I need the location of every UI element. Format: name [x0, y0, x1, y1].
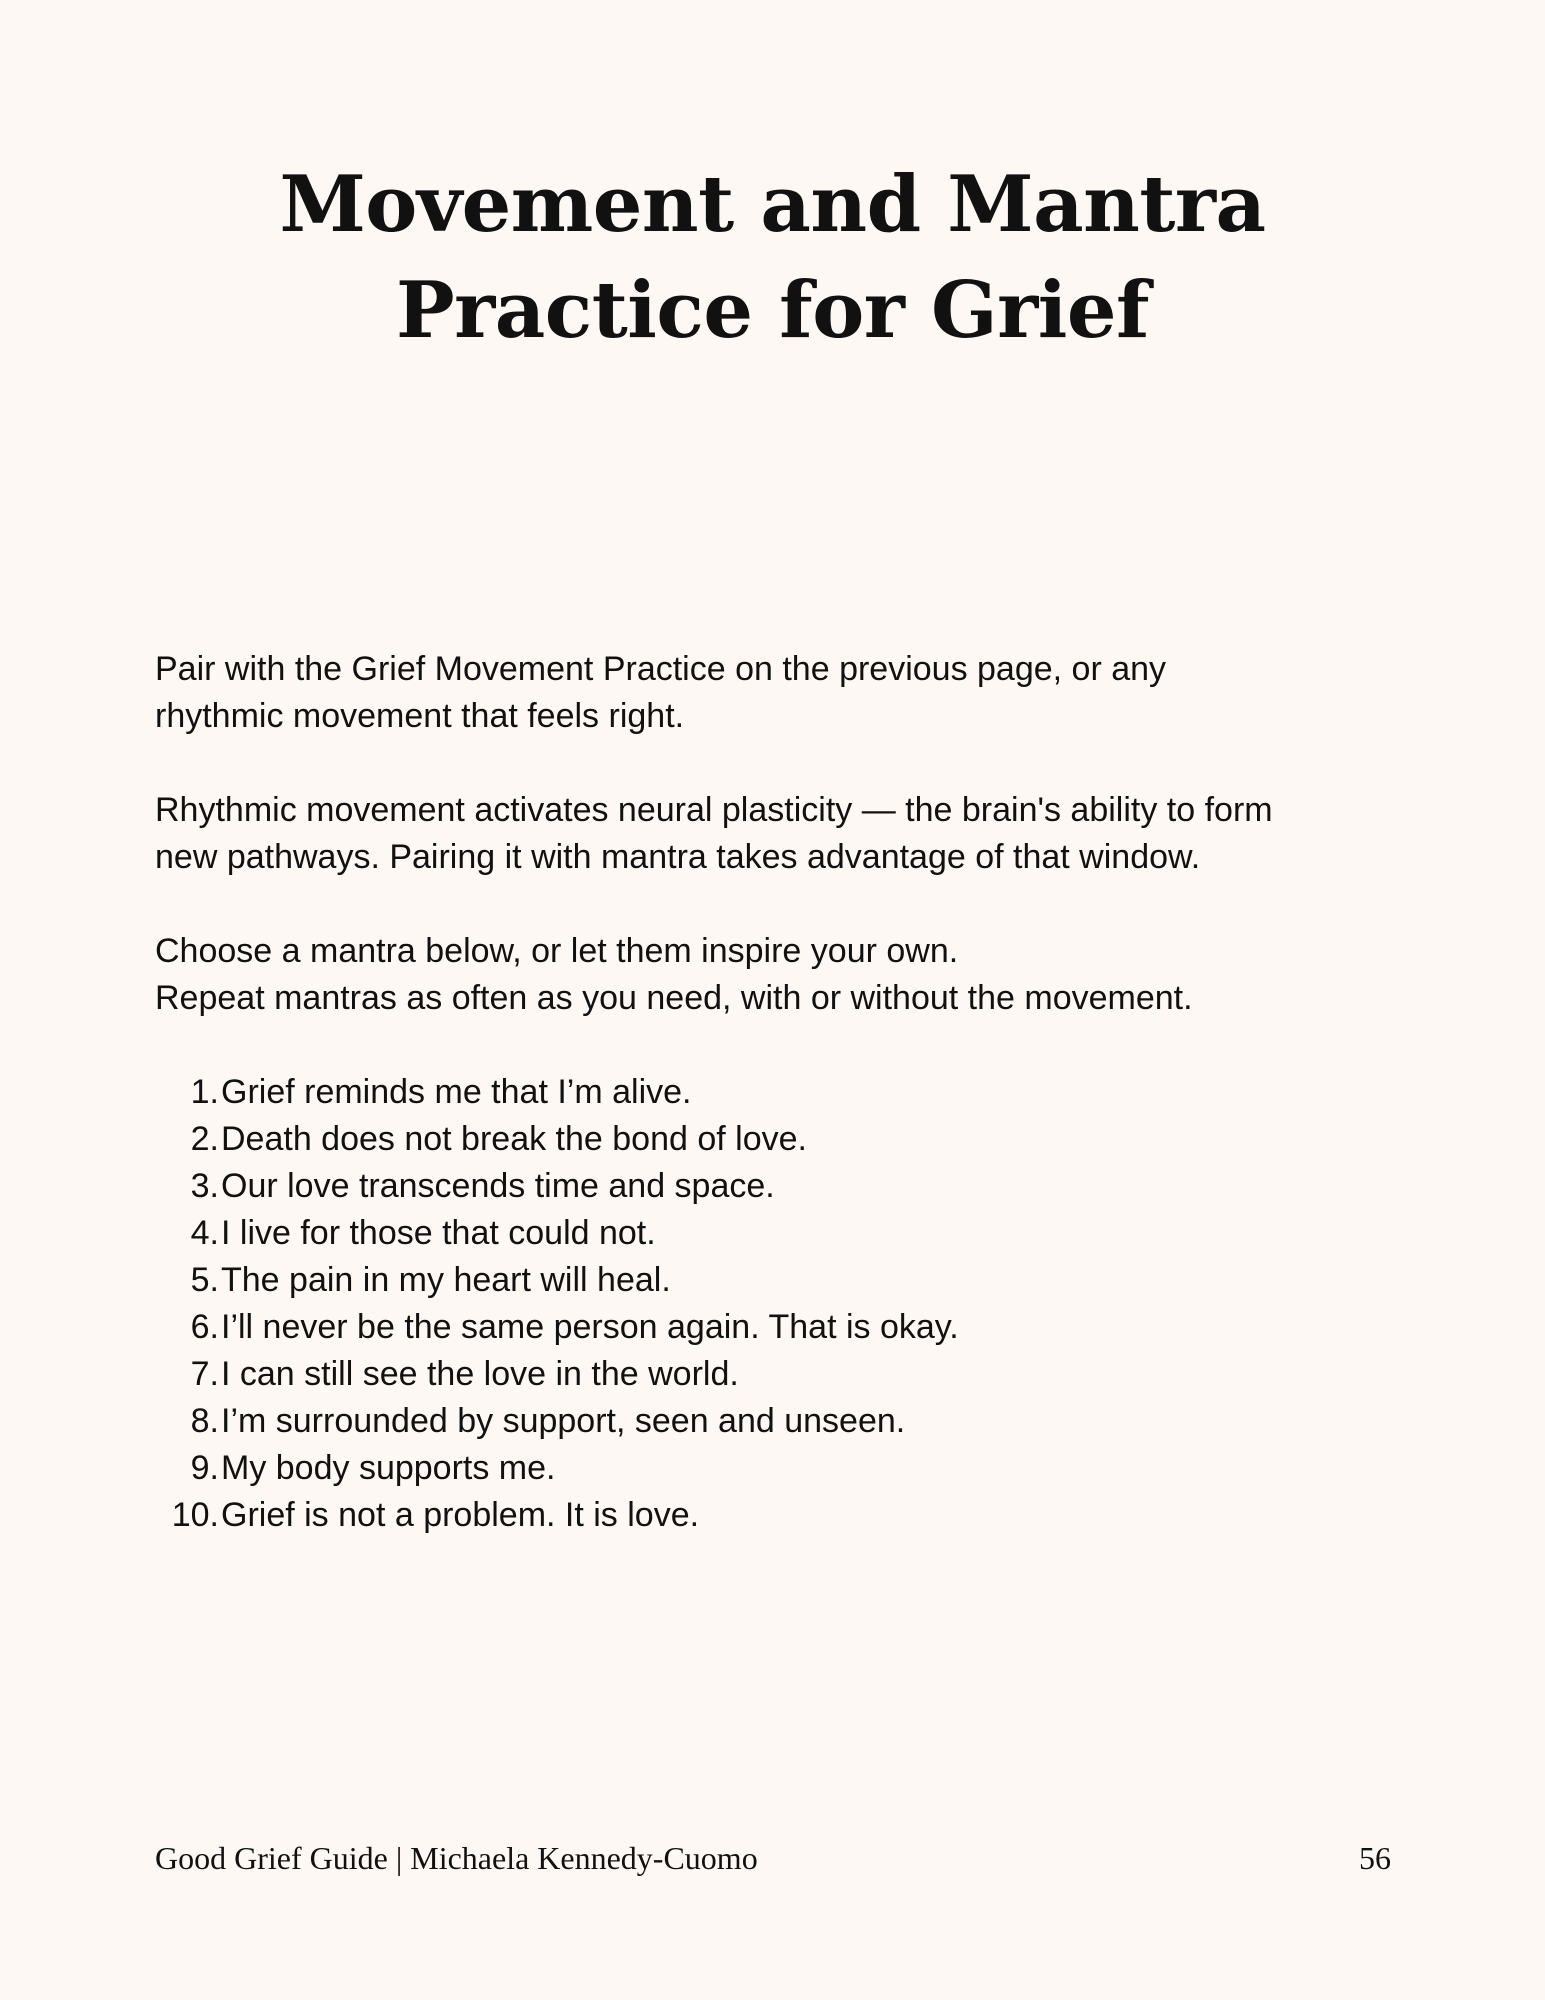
mantra-text: My body supports me.: [221, 1449, 556, 1487]
mantra-text: I live for those that could not.: [221, 1214, 656, 1252]
intro-paragraph-2-line-2: new pathways. Pairing it with mantra takes advantage of that window.: [155, 838, 1201, 876]
intro-paragraph-1: [155, 646, 1415, 740]
intro-paragraph-1-line-2: rhythmic movement that feels right.: [155, 697, 685, 735]
intro-paragraph-1-line-1: Pair with the Grief Movement Practice on the previous page, or any: [155, 650, 1167, 688]
mantra-number: 6.: [190, 1308, 219, 1346]
mantra-text: The pain in my heart will heal.: [221, 1261, 671, 1299]
intro-paragraph-2: [155, 787, 1415, 881]
intro-paragraph-3-line-1: Choose a mantra below, or let them inspire your own.: [155, 932, 959, 970]
mantra-number: 1.: [190, 1073, 219, 1111]
mantra-item: [155, 1163, 1415, 1210]
mantra-number: 8.: [190, 1402, 219, 1440]
mantra-list: [155, 1069, 1415, 1539]
mantra-item: [155, 1069, 1415, 1116]
mantra-number: 3.: [190, 1167, 219, 1205]
mantra-text: I’m surrounded by support, seen and unseen.: [221, 1402, 906, 1440]
mantra-number: 10.: [171, 1496, 219, 1534]
mantra-item: [155, 1398, 1415, 1445]
mantra-item: [155, 1210, 1415, 1257]
page-footer: [155, 1838, 1391, 1878]
page-number: 56: [1359, 1840, 1391, 1876]
mantra-number: 7.: [190, 1355, 219, 1393]
mantra-text: Grief reminds me that I’m alive.: [221, 1073, 692, 1111]
page-title-line-2: Practice for Grief: [395, 265, 1150, 356]
footer-credit: Good Grief Guide | Michaela Kennedy-Cuomo: [155, 1840, 758, 1876]
intro-paragraph-3-line-2: Repeat mantras as often as you need, with or without the movement.: [155, 979, 1193, 1017]
mantra-number: 2.: [190, 1120, 219, 1158]
mantra-text: Grief is not a problem. It is love.: [221, 1496, 700, 1534]
page-title: [0, 152, 1545, 364]
intro-paragraph-2-line-1: Rhythmic movement activates neural plasticity — the brain's ability to form: [155, 791, 1273, 829]
mantra-number: 9.: [190, 1449, 219, 1487]
intro-paragraph-3: [155, 928, 1415, 1022]
mantra-item: [155, 1257, 1415, 1304]
mantra-text: I can still see the love in the world.: [221, 1355, 739, 1393]
mantra-item: [155, 1304, 1415, 1351]
mantra-item: [155, 1116, 1415, 1163]
mantra-item: [155, 1445, 1415, 1492]
mantra-text: I’ll never be the same person again. That is okay.: [221, 1308, 959, 1346]
mantra-text: Our love transcends time and space.: [221, 1167, 775, 1205]
page-title-line-1: Movement and Mantra: [279, 159, 1266, 250]
mantra-number: 4.: [190, 1214, 219, 1252]
mantra-text: Death does not break the bond of love.: [221, 1120, 807, 1158]
mantra-item: [155, 1351, 1415, 1398]
mantra-number: 5.: [190, 1261, 219, 1299]
mantra-item: [155, 1492, 1415, 1539]
body-content: [155, 646, 1415, 1539]
